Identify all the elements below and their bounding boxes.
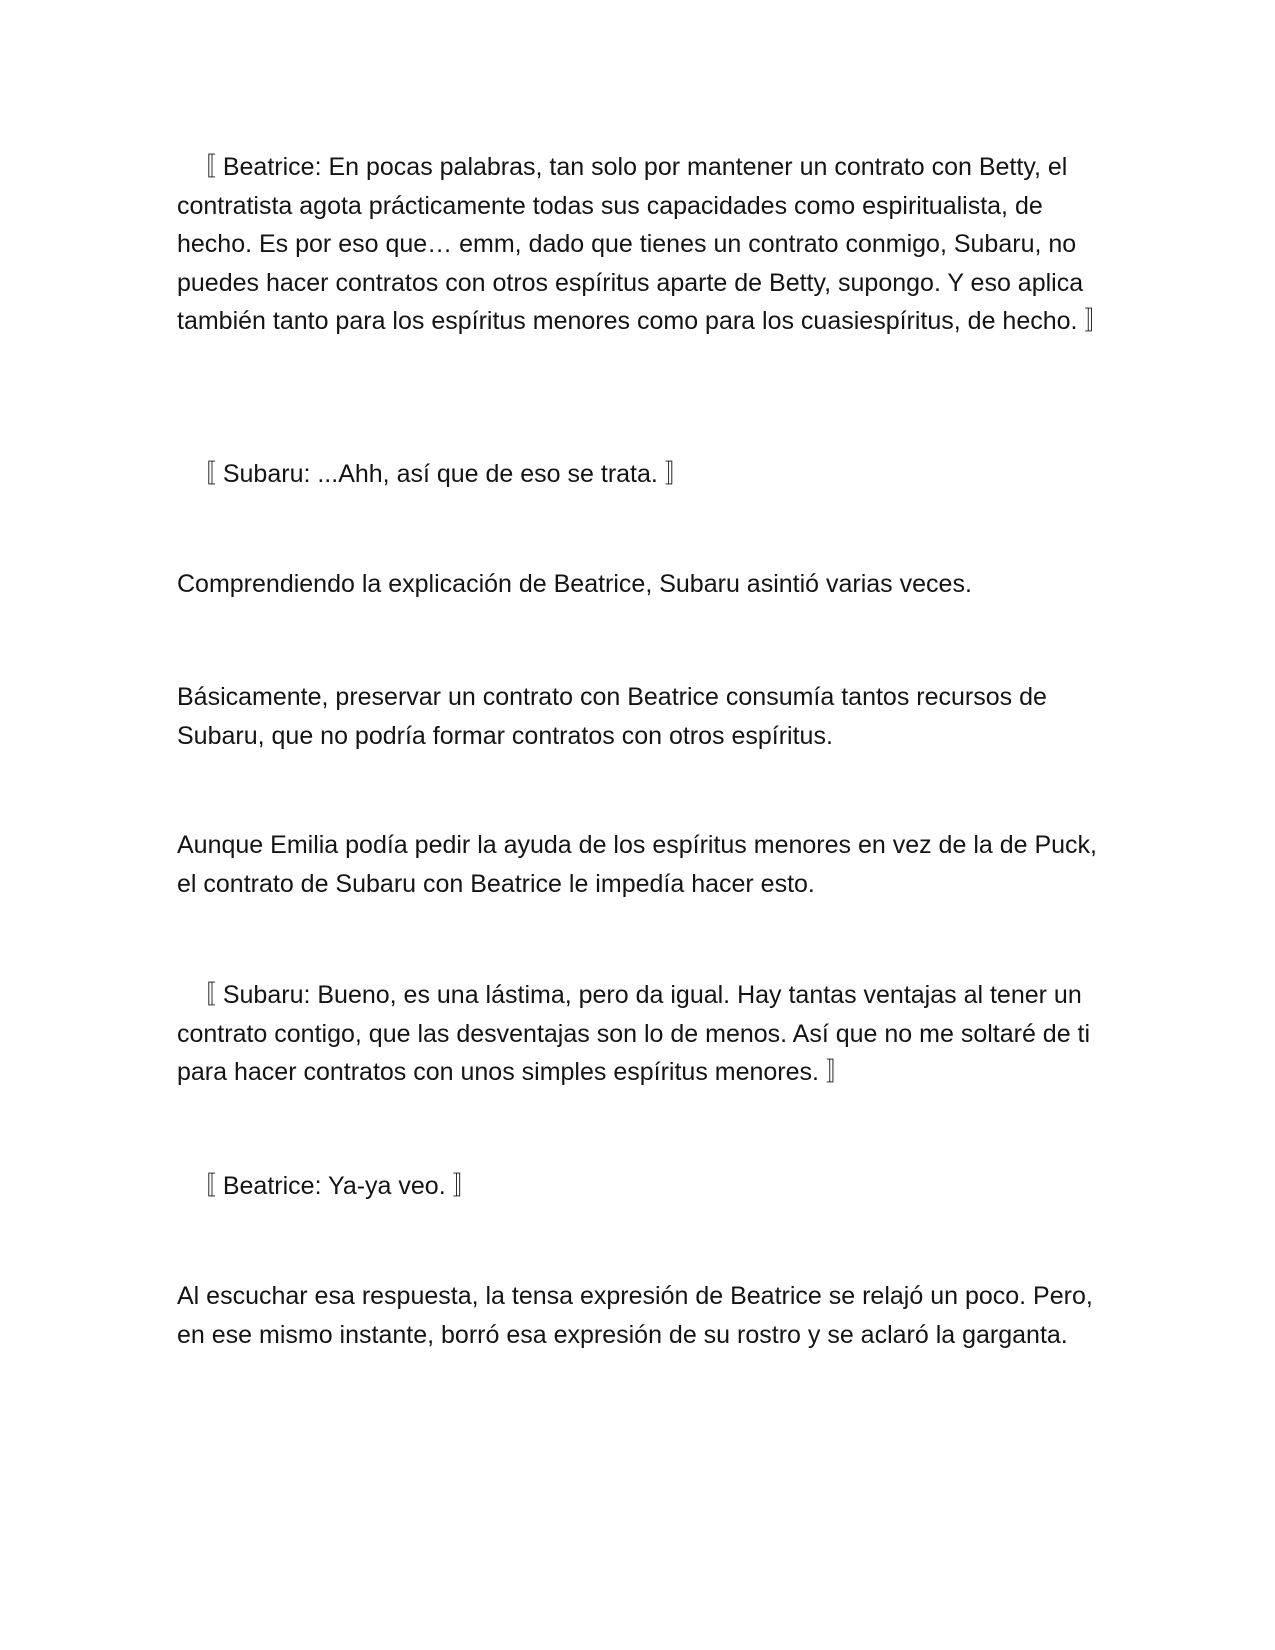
paragraph-subaru-dialogue-2: 〚 Subaru: Bueno, es una lástima, pero da igual. Hay tantas ventajas al tener un contrato contigo, que las desventajas son lo de menos. Así que no me soltaré de ti para hacer contratos con unos simples espíritus menores. 〛 (177, 981, 1098, 1086)
paragraph-narration-3: Aunque Emilia podía pedir la ayuda de los espíritus menores en vez de la de Puck, el contrato de Subaru con Beatrice le impedía hacer esto. (177, 831, 1104, 898)
paragraph-narration-4: Al escuchar esa respuesta, la tensa expresión de Beatrice se relajó un poco. Pero, en ese mismo instante, borró esa expresión de su rostro y se aclaró la garganta. (177, 1282, 1100, 1349)
paragraph-narration-2: Básicamente, preservar un contrato con Beatrice consumía tantos recursos de Subaru, que no podría formar contratos con otros espíritus. (177, 683, 1054, 750)
paragraph-narration-1: Comprendiendo la explicación de Beatrice, Subaru asintió varias veces. (177, 570, 972, 598)
paragraph-beatrice-dialogue-2: 〚 Beatrice: Ya-ya veo. 〛 (177, 1172, 478, 1200)
paragraph-beatrice-dialogue-1: 〚 Beatrice: En pocas palabras, tan solo por mantener un contrato con Betty, el contratista agota prácticamente todas sus capacidades como espiritualista, de hecho. Es por eso que… emm, dado que tienes un contrato conmigo, Subaru, no puedes hacer contratos con otros espíritus aparte de Betty, supongo. Y eso aplica también tanto para los espíritus menores como para los cuasiespíritus, de hecho. 〛 (177, 153, 1110, 335)
paragraph-subaru-dialogue-1: 〚 Subaru: ...Ahh, así que de eso se trata. 〛 (177, 460, 690, 488)
